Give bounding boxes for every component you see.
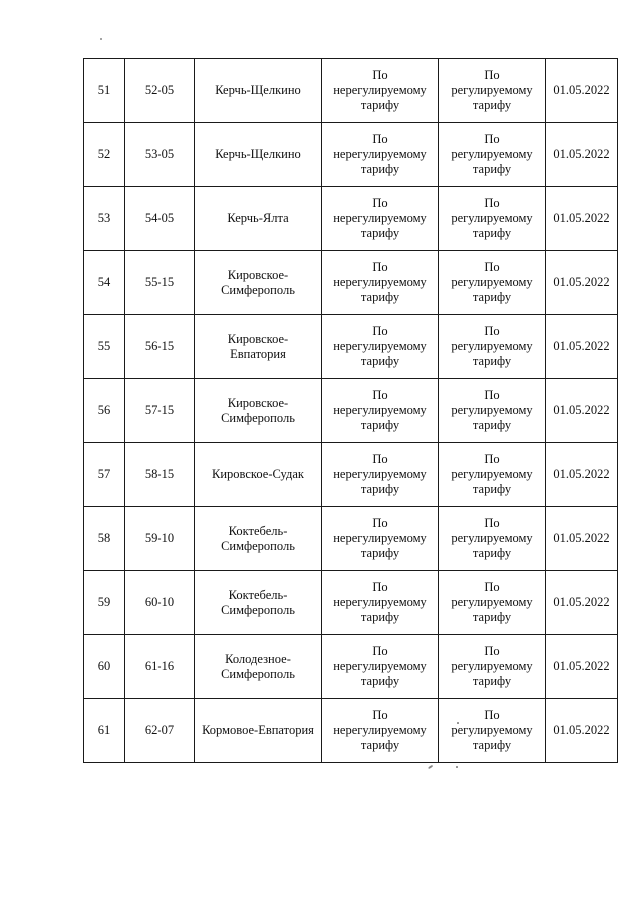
table-row (84, 379, 618, 443)
table-row (84, 315, 618, 379)
cell-route-code: 52-05 (125, 59, 195, 123)
cell-tariff-unregulated: По нерегулируемому тарифу (322, 251, 439, 315)
table-row (84, 635, 618, 699)
table-row (84, 443, 618, 507)
cell-number: 61 (84, 699, 125, 763)
cell-tariff-regulated: По регулируемому тарифу (439, 315, 546, 379)
cell-date: 01.05.2022 (546, 699, 618, 763)
cell-tariff-regulated: По регулируемому тарифу (439, 507, 546, 571)
cell-tariff-unregulated: По нерегулируемому тарифу (322, 699, 439, 763)
cell-tariff-unregulated: По нерегулируемому тарифу (322, 507, 439, 571)
cell-tariff-unregulated: По нерегулируемому тарифу (322, 571, 439, 635)
cell-tariff-regulated: По регулируемому тарифу (439, 635, 546, 699)
cell-tariff-regulated: По регулируемому тарифу (439, 379, 546, 443)
cell-date: 01.05.2022 (546, 507, 618, 571)
table-row (84, 123, 618, 187)
cell-date: 01.05.2022 (546, 59, 618, 123)
cell-route-code: 57-15 (125, 379, 195, 443)
table-row (84, 699, 618, 763)
cell-date: 01.05.2022 (546, 571, 618, 635)
cell-tariff-regulated: По регулируемому тарифу (439, 443, 546, 507)
cell-date: 01.05.2022 (546, 187, 618, 251)
table-row (84, 571, 618, 635)
cell-tariff-unregulated: По нерегулируемому тарифу (322, 59, 439, 123)
cell-route-name: Кировское- Симферополь (195, 251, 322, 315)
cell-tariff-unregulated: По нерегулируемому тарифу (322, 315, 439, 379)
routes-table-body (84, 59, 618, 763)
cell-date: 01.05.2022 (546, 251, 618, 315)
cell-route-name: Коктебель- Симферополь (195, 571, 322, 635)
routes-table (83, 58, 618, 763)
table-row (84, 251, 618, 315)
cell-route-code: 55-15 (125, 251, 195, 315)
cell-route-code: 59-10 (125, 507, 195, 571)
cell-route-name: Колодезное- Симферополь (195, 635, 322, 699)
cell-route-name: Кировское- Симферополь (195, 379, 322, 443)
cell-date: 01.05.2022 (546, 315, 618, 379)
cell-tariff-regulated: По регулируемому тарифу (439, 59, 546, 123)
cell-number: 53 (84, 187, 125, 251)
cell-number: 51 (84, 59, 125, 123)
cell-tariff-regulated: По регулируемому тарифу (439, 699, 546, 763)
scan-speck (456, 766, 458, 768)
cell-route-name: Керчь-Щелкино (195, 59, 322, 123)
table-row (84, 507, 618, 571)
cell-number: 56 (84, 379, 125, 443)
scan-speck (100, 38, 102, 40)
cell-route-name: Кировское- Евпатория (195, 315, 322, 379)
cell-route-name: Кормовое-Евпатория (195, 699, 322, 763)
cell-tariff-unregulated: По нерегулируемому тарифу (322, 187, 439, 251)
cell-route-code: 53-05 (125, 123, 195, 187)
cell-tariff-regulated: По регулируемому тарифу (439, 187, 546, 251)
cell-route-code: 54-05 (125, 187, 195, 251)
cell-route-code: 61-16 (125, 635, 195, 699)
scan-speck (457, 722, 459, 724)
cell-number: 57 (84, 443, 125, 507)
cell-number: 55 (84, 315, 125, 379)
cell-tariff-unregulated: По нерегулируемому тарифу (322, 635, 439, 699)
cell-route-name: Коктебель- Симферополь (195, 507, 322, 571)
cell-route-name: Кировское-Судак (195, 443, 322, 507)
cell-number: 60 (84, 635, 125, 699)
cell-tariff-regulated: По регулируемому тарифу (439, 251, 546, 315)
cell-route-code: 56-15 (125, 315, 195, 379)
cell-tariff-unregulated: По нерегулируемому тарифу (322, 379, 439, 443)
cell-route-code: 62-07 (125, 699, 195, 763)
cell-route-code: 60-10 (125, 571, 195, 635)
cell-number: 58 (84, 507, 125, 571)
cell-tariff-regulated: По регулируемому тарифу (439, 123, 546, 187)
cell-tariff-unregulated: По нерегулируемому тарифу (322, 443, 439, 507)
cell-date: 01.05.2022 (546, 443, 618, 507)
cell-route-name: Керчь-Ялта (195, 187, 322, 251)
cell-route-code: 58-15 (125, 443, 195, 507)
cell-number: 59 (84, 571, 125, 635)
table-row (84, 187, 618, 251)
table-row (84, 59, 618, 123)
cell-date: 01.05.2022 (546, 123, 618, 187)
cell-date: 01.05.2022 (546, 635, 618, 699)
cell-tariff-regulated: По регулируемому тарифу (439, 571, 546, 635)
scan-speck (428, 765, 433, 769)
cell-date: 01.05.2022 (546, 379, 618, 443)
cell-route-name: Керчь-Щелкино (195, 123, 322, 187)
cell-number: 52 (84, 123, 125, 187)
cell-tariff-unregulated: По нерегулируемому тарифу (322, 123, 439, 187)
cell-number: 54 (84, 251, 125, 315)
